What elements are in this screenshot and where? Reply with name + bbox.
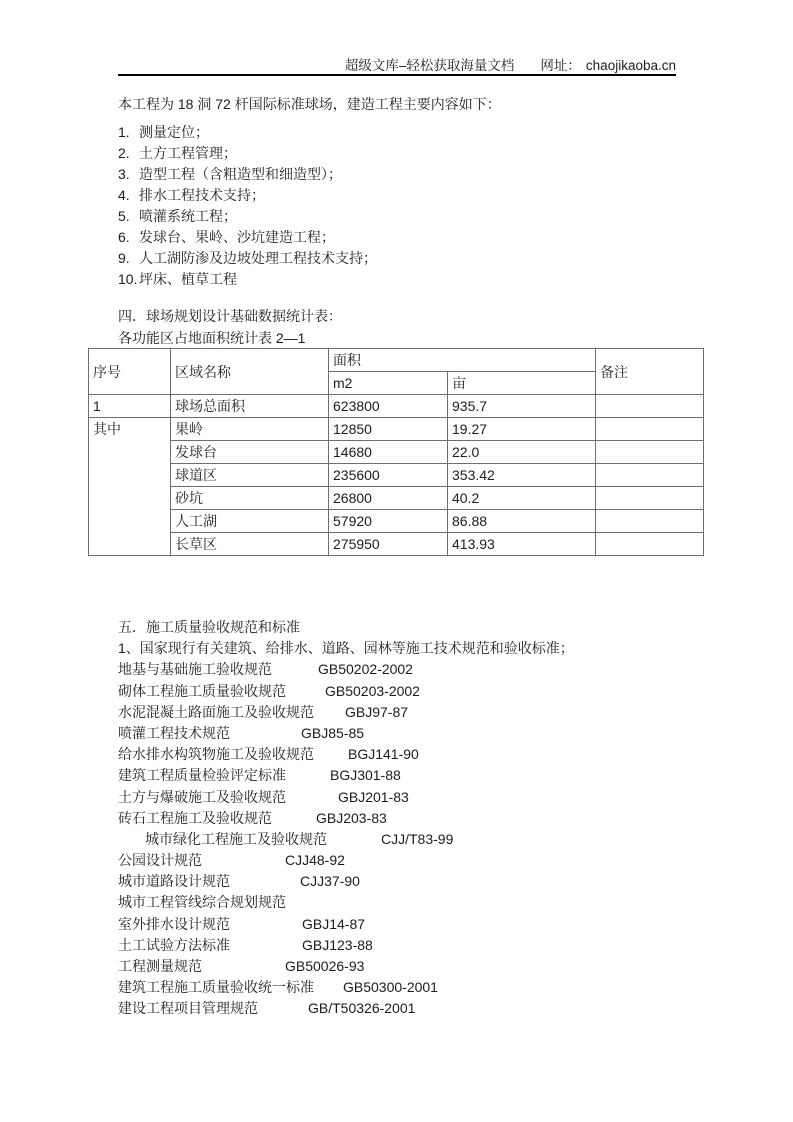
area-statistics-table	[88, 348, 704, 556]
section4-title: 四．球场规划设计基础数据统计表：	[118, 308, 342, 324]
work-item-number: 4.	[118, 187, 130, 203]
cell-note	[596, 395, 704, 418]
work-item-number: 3.	[118, 166, 130, 182]
standard-label: 建设工程项目管理规范	[118, 1000, 258, 1017]
cell-mu: 86.88	[448, 510, 596, 533]
work-item-list	[118, 122, 377, 290]
table-row	[89, 418, 704, 441]
work-item-text: 人工湖防渗及边坡处理工程技术支持；	[139, 250, 377, 266]
work-item	[118, 143, 377, 164]
standard-code: GB50203-2002	[325, 682, 420, 699]
standard-label: 喷灌工程技术规范	[118, 724, 230, 741]
section4-heading-block	[118, 306, 342, 349]
cell-mu: 935.7	[448, 395, 596, 418]
cell-group-label: 其中	[89, 418, 171, 556]
standard-label: 给水排水构筑物施工及验收规范	[118, 746, 314, 763]
standard-line	[118, 850, 678, 871]
standard-code: GB50202-2002	[318, 661, 413, 678]
work-item-text: 喷灌系统工程；	[139, 208, 237, 224]
cell-name: 长草区	[171, 533, 329, 556]
work-item-number: 1.	[118, 124, 130, 140]
standard-code: GB/T50326-2001	[308, 1000, 416, 1017]
header-region: 区域名称	[171, 349, 329, 395]
standard-code: GBJ14-87	[302, 915, 366, 932]
work-item-number: 9.	[118, 250, 130, 266]
work-item-text: 排水工程技术支持；	[139, 187, 265, 203]
standard-line	[118, 723, 678, 744]
page-header	[345, 54, 676, 74]
table-row	[89, 510, 704, 533]
standard-label: 砖石工程施工及验收规范	[118, 809, 272, 826]
standard-code: GBJ203-83	[316, 809, 387, 826]
standard-line	[118, 829, 678, 850]
work-item-number: 10.	[118, 271, 138, 287]
cell-note	[596, 487, 704, 510]
standard-line	[118, 808, 678, 829]
header-note: 备注	[596, 349, 704, 395]
cell-m2: 14680	[329, 441, 448, 464]
standard-line	[118, 681, 678, 702]
work-item-text: 发球台、果岭、沙坑建造工程；	[139, 229, 335, 245]
cell-name: 球道区	[171, 464, 329, 487]
cell-name: 砂坑	[171, 487, 329, 510]
header-unit-m2: m2	[329, 372, 448, 395]
standard-line	[118, 914, 678, 935]
standard-code: GBJ85-85	[301, 724, 365, 741]
work-item	[118, 206, 377, 227]
cell-mu: 19.27	[448, 418, 596, 441]
standard-line	[118, 998, 678, 1019]
standard-label: 室外排水设计规范	[118, 915, 230, 932]
standard-line	[118, 956, 678, 977]
cell-name: 果岭	[171, 418, 329, 441]
cell-name: 人工湖	[171, 510, 329, 533]
cell-seq: 1	[89, 395, 171, 418]
section5-block	[118, 617, 678, 1020]
cell-note	[596, 441, 704, 464]
work-item	[118, 269, 377, 290]
standard-code: CJJ37-90	[300, 873, 360, 890]
header-area: 面积	[329, 349, 596, 372]
standard-line	[118, 659, 678, 680]
work-item-number: 5.	[118, 208, 130, 224]
work-item	[118, 248, 377, 269]
standard-code: GBJ201-83	[338, 788, 409, 805]
standard-code: BGJ141-90	[348, 746, 419, 763]
work-item	[118, 122, 377, 143]
work-item-text: 坪床、植草工程	[139, 271, 237, 287]
work-item-text: 造型工程（含粗造型和细造型）；	[139, 166, 342, 182]
standard-code: GB50300-2001	[343, 979, 438, 996]
cell-m2: 275950	[329, 533, 448, 556]
standard-line	[118, 935, 678, 956]
standard-label: 地基与基础施工验收规范	[118, 661, 272, 678]
cell-m2: 57920	[329, 510, 448, 533]
work-item-text: 测量定位；	[139, 124, 209, 140]
standard-label: 土工试验方法标准	[118, 936, 230, 953]
standard-label: 城市工程管线综合规划规范	[118, 894, 286, 911]
standard-label: 建筑工程质量检验评定标准	[118, 767, 286, 784]
cell-mu: 353.42	[448, 464, 596, 487]
intro-paragraph: 本工程为 18 洞 72 杆国际标准球场，建造工程主要内容如下：	[118, 96, 501, 112]
standard-label: 土方与爆破施工及验收规范	[118, 788, 286, 805]
site-name: 超级文库–轻松获取海量文档	[344, 58, 515, 73]
standard-line	[118, 765, 678, 786]
standard-label: 城市绿化工程施工及验收规范	[145, 830, 327, 847]
cell-m2: 26800	[329, 487, 448, 510]
table-row	[89, 464, 704, 487]
cell-mu: 40.2	[448, 487, 596, 510]
section5-title: 五．施工质量验收规范和标准	[118, 619, 300, 635]
header-divider-line	[118, 74, 676, 76]
cell-note	[596, 464, 704, 487]
cell-name: 球场总面积	[171, 395, 329, 418]
standard-label: 建筑工程施工质量验收统一标准	[118, 979, 314, 996]
table-row	[89, 533, 704, 556]
standard-code: GB50026-93	[285, 958, 365, 975]
standard-code: CJJ48-92	[285, 852, 345, 869]
standard-label: 公园设计规范	[118, 852, 202, 869]
cell-mu: 22.0	[448, 441, 596, 464]
standard-line	[118, 871, 678, 892]
url-label: 网址：	[540, 58, 581, 73]
work-item-text: 土方工程管理；	[139, 145, 237, 161]
header-unit-mu: 亩	[448, 372, 596, 395]
table-row	[89, 395, 704, 418]
cell-m2: 12850	[329, 418, 448, 441]
standard-label: 砌体工程施工质量验收规范	[118, 682, 286, 699]
cell-note	[596, 510, 704, 533]
header-seq: 序号	[89, 349, 171, 395]
work-item-number: 6.	[118, 229, 130, 245]
standard-line	[118, 744, 678, 765]
standard-line	[118, 702, 678, 723]
cell-mu: 413.93	[448, 533, 596, 556]
cell-note	[596, 533, 704, 556]
site-url: chaojikaoba.cn	[585, 58, 676, 73]
cell-name: 发球台	[171, 441, 329, 464]
standard-code: GBJ97-87	[345, 703, 409, 720]
section4-subtitle: 各功能区占地面积统计表 2—1	[118, 329, 306, 346]
standard-label: 工程测量规范	[118, 958, 202, 975]
standard-line	[118, 787, 678, 808]
work-item	[118, 164, 377, 185]
work-item	[118, 185, 377, 206]
table-row	[89, 487, 704, 510]
standard-code: GBJ123-88	[302, 936, 373, 953]
standard-line	[118, 892, 678, 913]
cell-m2: 235600	[329, 464, 448, 487]
work-item-number: 2.	[118, 145, 130, 161]
standard-line	[118, 977, 678, 998]
cell-m2: 623800	[329, 395, 448, 418]
standard-code: CJJ/T83-99	[381, 830, 454, 847]
section5-intro: 1、国家现行有关建筑、给排水、道路、园林等施工技术规范和验收标准；	[118, 640, 574, 657]
standard-label: 水泥混凝土路面施工及验收规范	[118, 703, 314, 720]
table-header-row	[89, 349, 704, 372]
standard-label: 城市道路设计规范	[118, 873, 230, 890]
standard-code: BGJ301-88	[330, 767, 401, 784]
table-row	[89, 441, 704, 464]
cell-note	[596, 418, 704, 441]
work-item	[118, 227, 377, 248]
